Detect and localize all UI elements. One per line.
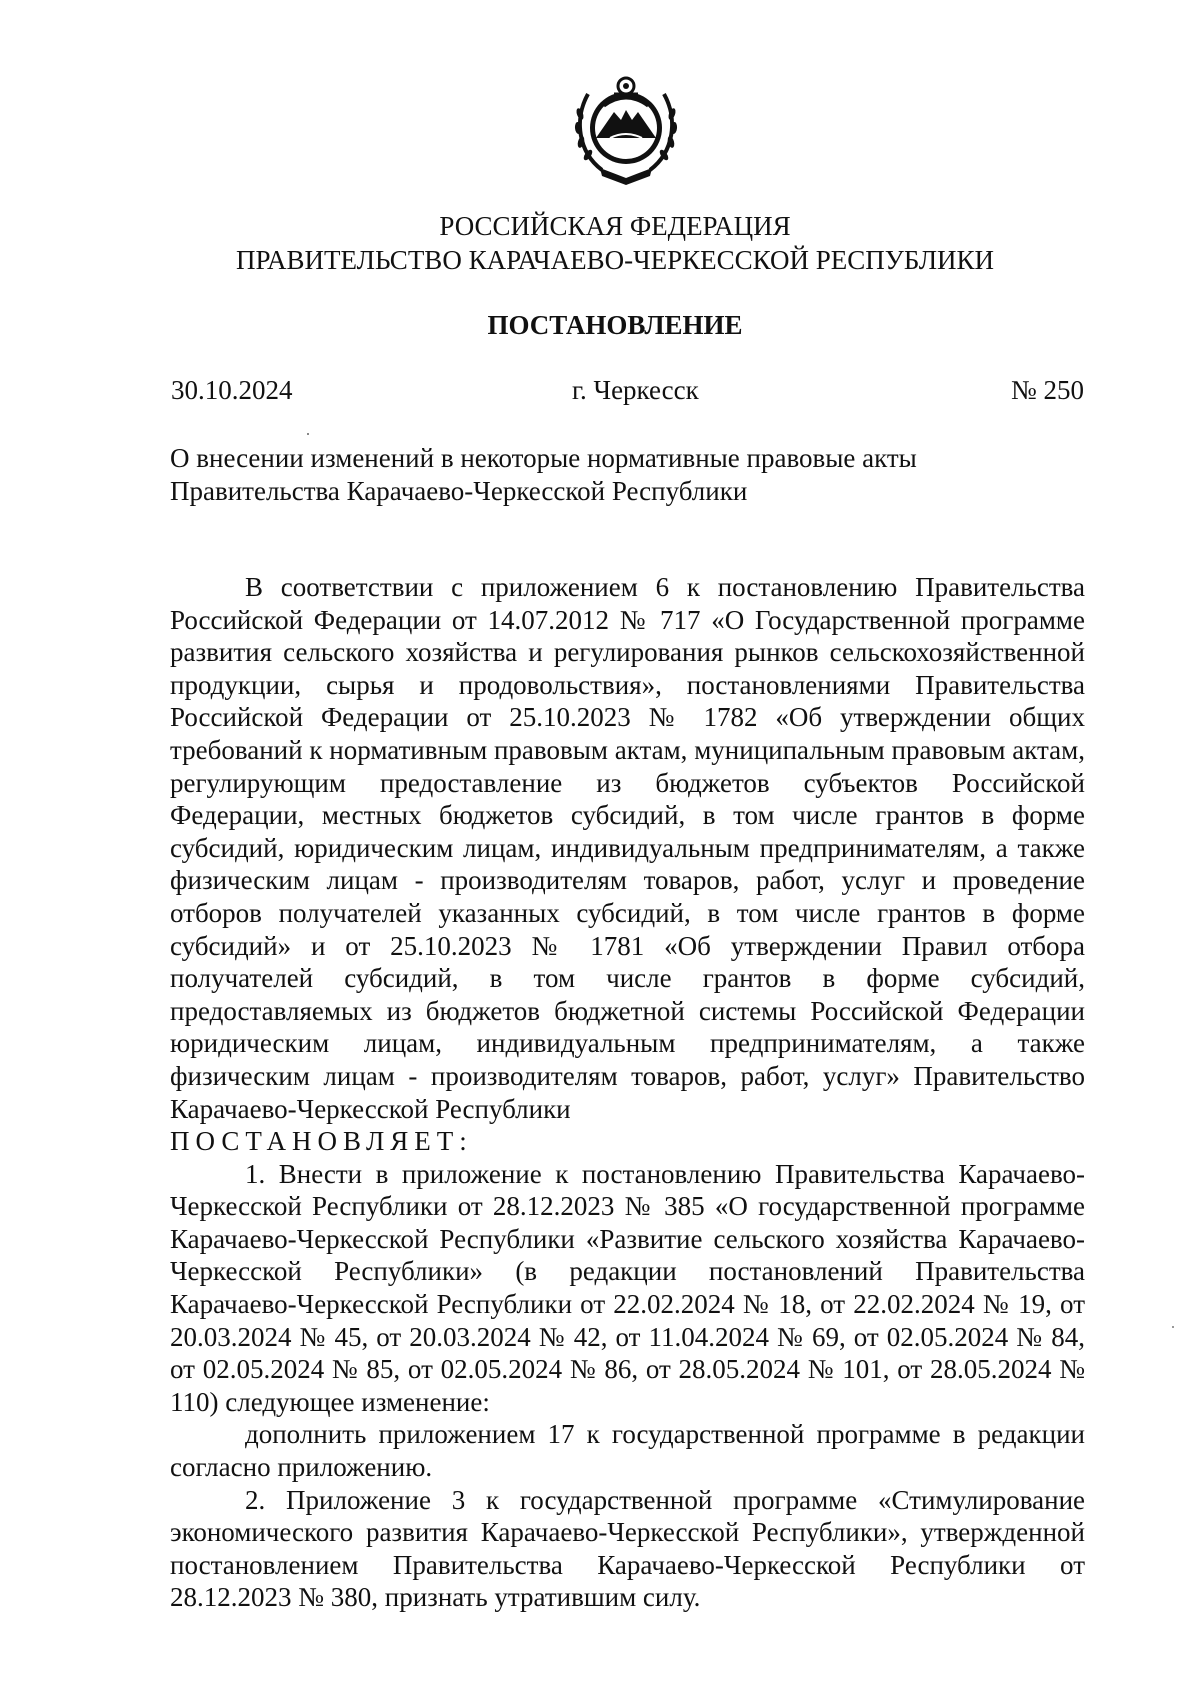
preamble-paragraph: В соответствии с приложением 6 к постановлению Правительства Российской Федерации от 14.07.2012 № 717 «О Государственной программе развития сельского хозяйства и регулирования рынков сельскохозяйственной продукции, сырья и продовольствия», постановлениями Правительства Российской Федерации от 25.10.2023 № 1782 «Об утверждении общих требований к нормативным правовым актам, муниципальным правовым актам, регулирующим предоставление из бюджетов субъектов Российской Федерации, местных бюджетов субсидий, в том числе грантов в форме субсидий, юридическим лицам, индивидуальным предпринимателям, а также физическим лицам - производителям товаров, работ, услуг и проведение отборов получателей указанных субсидий, в том числе грантов в форме субсидий» и от 25.10.2023 № 1781 «Об утверждении Правил отбора получателей субсидий, в том числе грантов в форме субсидий, предоставляемых из бюджетов бюджетной системы Российской Федерации юридическим лицам, индивидуальным предпринимателям, а также физическим лицам - производителям товаров, работ, услуг» Правительство Карачаево-Черкесской Республики bbox=[170, 572, 1085, 1124]
government-heading: ПРАВИТЕЛЬСТВО КАРАЧАЕВО-ЧЕРКЕССКОЙ РЕСПУБЛИКИ bbox=[235, 245, 995, 275]
document-city: г. Черкесск bbox=[572, 375, 699, 405]
document-subject: О внесении изменений в некоторые нормативные правовые акты Правительства Карачаево-Черкесской Республики bbox=[170, 443, 917, 506]
scan-speck bbox=[1172, 1326, 1174, 1328]
document-type-title: ПОСТАНОВЛЕНИЕ bbox=[487, 310, 743, 340]
scan-speck bbox=[307, 433, 309, 435]
document-number: № 250 bbox=[1010, 375, 1084, 405]
clause-1-amendment: дополнить приложением 17 к государственной программе в редакции согласно приложению. bbox=[170, 1419, 1085, 1483]
clause-1-paragraph: 1. Внести в приложение к постановлению Правительства Карачаево-Черкесской Республики от 28.12.2023 № 385 «О государственной программе Карачаево-Черкесской Республики «Развитие сельского хозяйства Карачаево-Черкесской Республики» (в редакции постановлений Правительства Карачаево-Черкесской Республики от 22.02.2024 № 18, от 22.02.2024 № 19, от 20.03.2024 № 45, от 20.03.2024 № 42, от 11.04.2024 № 69, от 02.05.2024 № 84, от 02.05.2024 № 85, от 02.05.2024 № 86, от 28.05.2024 № 101, от 28.05.2024 № 110) следующее изменение: bbox=[170, 1158, 1085, 1417]
clause-2-paragraph: 2. Приложение 3 к государственной программе «Стимулирование экономического развития Карачаево-Черкесской Республики», утвержденной постановлением Правительства Карачаево-Черкесской Республики от 28.12.2023 № 380, признать утратившим силу. bbox=[170, 1484, 1085, 1613]
document-body bbox=[170, 571, 1085, 1614]
coat-of-arms-emblem bbox=[566, 64, 686, 188]
document-date: 30.10.2024 bbox=[171, 375, 293, 405]
country-heading: РОССИЙСКАЯ ФЕДЕРАЦИЯ bbox=[439, 211, 791, 241]
resolves-clause: ПОСТАНОВЛЯЕТ: bbox=[170, 1126, 473, 1157]
